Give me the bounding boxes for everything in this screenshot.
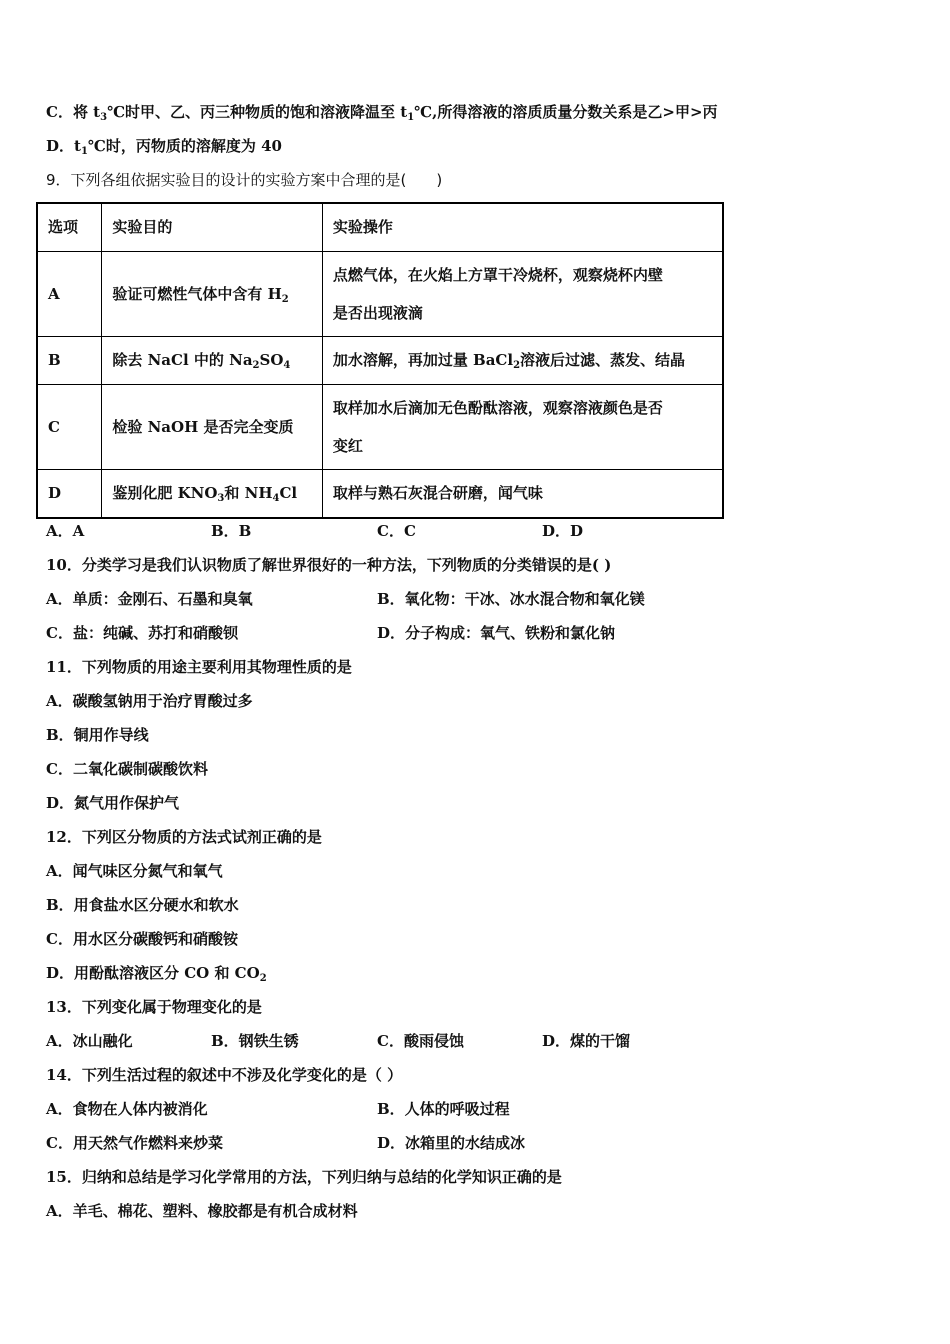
experiment-table xyxy=(36,202,724,519)
q12-option-c[interactable]: C．用水区分碳酸钙和硝酸铵 xyxy=(46,930,238,948)
q10-option-d[interactable]: D．分子构成：氧气、铁粉和氯化钠 xyxy=(377,624,616,642)
row-option: D xyxy=(37,469,102,518)
row-goal: 鉴别化肥 $KNO_3$和 $NH_4Cl$ xyxy=(102,469,322,518)
q14-option-c[interactable]: C．用天然气作燃料来炒菜 xyxy=(46,1134,223,1152)
q10-stem: 10．分类学习是我们认识物质了解世界很好的一种方法，下列物质的分类错误的是( ) xyxy=(46,556,612,574)
q11-option-d[interactable]: D．氮气用作保护气 xyxy=(46,794,180,812)
q11-stem: 11．下列物质的用途主要利用其物理性质的是 xyxy=(46,658,352,676)
q8-option-c: C．将 $t_3℃$时甲、乙、丙三种物质的饱和溶液降温至 $t_1℃$,所得溶液的溶质质量分数关系是乙>甲>丙 xyxy=(46,103,718,123)
table-row xyxy=(37,469,723,518)
q12-option-a[interactable]: A．闻气味区分氮气和氧气 xyxy=(46,862,223,880)
row-operation: 取样加水后滴加无色酚酞溶液，观察溶液颜色是否 变红 xyxy=(322,384,723,469)
row-goal: 验证可燃性气体中含有 $H_2$ xyxy=(102,251,322,336)
q14-option-a[interactable]: A．食物在人体内被消化 xyxy=(46,1100,208,1118)
header-option: 选项 xyxy=(37,203,102,251)
q9-option-a[interactable]: A．A xyxy=(46,522,85,540)
q14-stem: 14．下列生活过程的叙述中不涉及化学变化的是（ ） xyxy=(46,1066,403,1084)
row-option: C xyxy=(37,384,102,469)
q9-option-c[interactable]: C．C xyxy=(377,522,416,540)
q10-option-c[interactable]: C．盐：纯碱、苏打和硝酸钡 xyxy=(46,624,238,642)
row-operation: 取样与熟石灰混合研磨，闻气味 xyxy=(322,469,723,518)
q9-option-d[interactable]: D．D xyxy=(542,522,584,540)
row-operation: 点燃气体，在火焰上方罩干冷烧杯，观察烧杯内壁 是否出现液滴 xyxy=(322,251,723,336)
q14-option-b[interactable]: B．人体的呼吸过程 xyxy=(377,1100,510,1118)
q13-option-b[interactable]: B．钢铁生锈 xyxy=(211,1032,299,1050)
q11-option-b[interactable]: B．铜用作导线 xyxy=(46,726,149,744)
q13-option-a[interactable]: A．冰山融化 xyxy=(46,1032,133,1050)
q11-option-c[interactable]: C．二氧化碳制碳酸饮料 xyxy=(46,760,208,778)
q11-option-a[interactable]: A．碳酸氢钠用于治疗胃酸过多 xyxy=(46,692,253,710)
table-row xyxy=(37,336,723,384)
q12-option-d[interactable]: D．用酚酞溶液区分 CO 和 $CO_2$ xyxy=(46,964,267,984)
q14-option-d[interactable]: D．冰箱里的水结成冰 xyxy=(377,1134,526,1152)
row-option: A xyxy=(37,251,102,336)
q8-option-d: D．$t_1℃$时，丙物质的溶解度为 40 xyxy=(46,137,282,157)
row-goal: 除去 NaCl 中的 $Na_2SO_4$ xyxy=(102,336,322,384)
q10-option-b[interactable]: B．氧化物：干冰、冰水混合物和氧化镁 xyxy=(377,590,645,608)
q12-option-b[interactable]: B．用食盐水区分硬水和软水 xyxy=(46,896,239,914)
q13-stem: 13．下列变化属于物理变化的是 xyxy=(46,998,262,1016)
q9-stem: 9．下列各组依据实验目的设计的实验方案中合理的是( ) xyxy=(46,171,443,189)
q13-option-c[interactable]: C．酸雨侵蚀 xyxy=(377,1032,464,1050)
row-option: B xyxy=(37,336,102,384)
table-header-row xyxy=(37,203,723,251)
header-operation: 实验操作 xyxy=(322,203,723,251)
q15-stem: 15．归纳和总结是学习化学常用的方法，下列归纳与总结的化学知识正确的是 xyxy=(46,1168,562,1186)
q15-option-a[interactable]: A．羊毛、棉花、塑料、橡胶都是有机合成材料 xyxy=(46,1202,358,1220)
row-operation: 加水溶解，再加过量 BaCl$_2$溶液后过滤、蒸发、结晶 xyxy=(322,336,723,384)
q10-option-a[interactable]: A．单质：金刚石、石墨和臭氧 xyxy=(46,590,253,608)
q13-option-d[interactable]: D．煤的干馏 xyxy=(542,1032,631,1050)
header-goal: 实验目的 xyxy=(102,203,322,251)
q12-stem: 12．下列区分物质的方法式试剂正确的是 xyxy=(46,828,322,846)
q9-option-b[interactable]: B．B xyxy=(211,522,252,540)
table-row xyxy=(37,251,723,336)
table-row xyxy=(37,384,723,469)
row-goal: 检验 NaOH 是否完全变质 xyxy=(102,384,322,469)
